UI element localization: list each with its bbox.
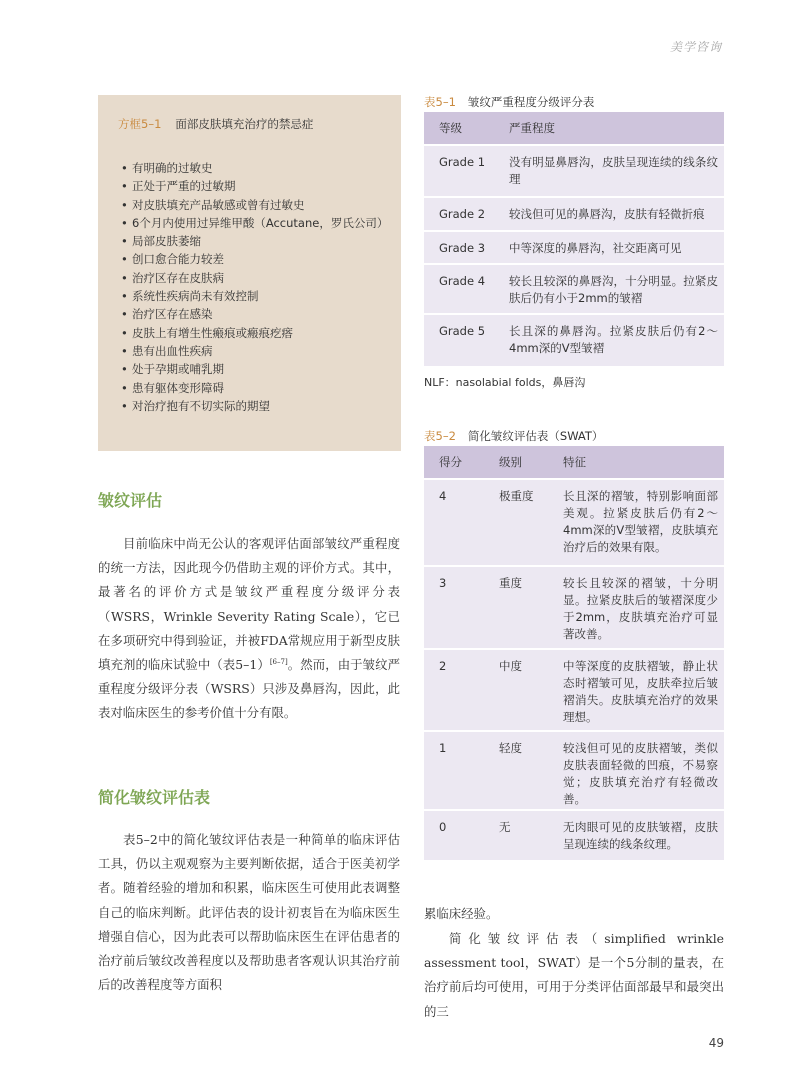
table-row	[424, 264, 724, 314]
table-row	[424, 566, 724, 649]
score-cell: 0	[424, 810, 487, 860]
list-item: • 有明确的过敏史	[118, 159, 385, 177]
section-heading-swat: 简化皱纹评估表	[98, 788, 211, 807]
severity-cell: 长且深的鼻唇沟。拉紧皮肤后仍有2～4mm深的V型皱褶	[497, 314, 724, 366]
table-5-2-caption	[424, 428, 603, 444]
grade-cell: Grade 1	[424, 145, 497, 197]
list-item: • 对治疗抱有不切实际的期望	[118, 397, 385, 415]
grade-cell: Grade 4	[424, 264, 497, 314]
level-cell: 中度	[487, 649, 551, 731]
table-row	[424, 731, 724, 810]
table-row	[424, 197, 724, 231]
table-title: 皱纹严重程度分级评分表	[467, 95, 595, 109]
box-title-text: 面部皮肤填充治疗的禁忌症	[175, 117, 314, 131]
score-cell: 4	[424, 479, 487, 566]
list-item: • 皮肤上有增生性瘢痕或瘢痕疙瘩	[118, 324, 385, 342]
paragraph-text: 。然而，由于皱纹严重程度分级评分表（WSRS）只涉及鼻唇沟，因此，此表对临床医生的参考价值十分有限。	[98, 657, 401, 721]
running-header: 美学咨询	[669, 40, 722, 54]
list-item: • 治疗区存在皮肤病	[118, 269, 385, 287]
swat-paragraph-2: 简化皱纹评估表（simplified wrinkle assessment tool，SWAT）是一个5分制的量表，在治疗前后均可使用，可用于分类评估面部最早和最突出的三	[424, 931, 724, 1019]
table-label: 表5–2	[424, 429, 456, 443]
table-row	[424, 314, 724, 366]
list-item: • 局部皮肤萎缩	[118, 232, 385, 250]
table-title: 简化皱纹评估表（SWAT）	[467, 429, 604, 443]
list-item: • 患有躯体变形障碍	[118, 379, 385, 397]
swat-table	[424, 446, 724, 860]
paragraph-text: 目前临床中尚无公认的客观评估面部皱纹严重程度的统一方法，因此现今仍借助主观的评价方式。其中，最著名的评价方式是皱纹严重程度分级评分表（WSRS，Wrinkle Severity Rating Scale），它已在多项研究中得到验证，并被FDA常规应用于新型皮肤填充剂的临床试验中（表5–1）	[98, 536, 400, 673]
table-header-row	[424, 446, 724, 479]
grade-cell: Grade 2	[424, 197, 497, 231]
severity-cell: 较长且较深的鼻唇沟，十分明显。拉紧皮肤后仍有小于2mm的皱褶	[497, 264, 724, 314]
swat-paragraph-1: 表5–2中的简化皱纹评估表是一种简单的临床评估工具，仍以主观观察为主要判断依据，适合于医美初学者。随着经验的增加和积累，临床医生可使用此表调整自己的临床判断。此评估表的设计初衷旨在为临床医生增强自信心，因为此表可以帮助临床医生在评估患者的治疗前后皱纹改善程度以及帮助患者客观认识其治疗前后的改善程度等方面积	[98, 832, 400, 993]
table-row	[424, 145, 724, 197]
level-cell: 极重度	[487, 479, 551, 566]
box-title	[118, 116, 385, 132]
contraindications-box	[98, 95, 401, 451]
level-cell: 无	[487, 810, 551, 860]
list-item: • 正处于严重的过敏期	[118, 177, 385, 195]
feature-cell: 较长且较深的褶皱，十分明显。拉紧皮肤后的皱褶深度少于2mm，皮肤填充治疗可显著改善。	[551, 566, 724, 649]
page-number: 49	[708, 1036, 724, 1050]
feature-cell: 无肉眼可见的皮肤皱褶，皮肤呈现连续的线条纹理。	[551, 810, 724, 860]
severity-cell: 较浅但可见的鼻唇沟，皮肤有轻微折痕	[497, 197, 724, 231]
table-row	[424, 231, 724, 264]
table-row	[424, 810, 724, 860]
list-item: • 处于孕期或哺乳期	[118, 360, 385, 378]
score-cell: 3	[424, 566, 487, 649]
score-cell: 1	[424, 731, 487, 810]
feature-cell: 中等深度的皮肤褶皱，静止状态时褶皱可见，皮肤牵拉后皱褶消失。皮肤填充治疗的效果理想。	[551, 649, 724, 731]
severity-cell: 中等深度的鼻唇沟，社交距离可见	[497, 231, 724, 264]
section-heading-wrinkle-assessment: 皱纹评估	[98, 491, 163, 510]
column-header: 特征	[551, 446, 724, 479]
column-header: 严重程度	[497, 112, 724, 145]
list-item: • 创口愈合能力较差	[118, 250, 385, 268]
list-item: • 对皮肤填充产品敏感或曾有过敏史	[118, 196, 385, 214]
wrinkle-assessment-paragraph	[98, 532, 400, 726]
column-header: 等级	[424, 112, 497, 145]
table-note: NLF：nasolabial folds，鼻唇沟	[424, 376, 586, 389]
level-cell: 重度	[487, 566, 551, 649]
list-item: • 系统性疾病尚未有效控制	[118, 287, 385, 305]
list-item: • 治疗区存在感染	[118, 305, 385, 323]
wsrs-table	[424, 112, 724, 366]
feature-cell: 长且深的褶皱，特别影响面部美观。拉紧皮肤后仍有2～4mm深的V型皱褶，皮肤填充治疗后的效果有限。	[551, 479, 724, 566]
table-row	[424, 479, 724, 566]
list-item: • 患有出血性疾病	[118, 342, 385, 360]
citation: [6–7]	[269, 657, 288, 666]
level-cell: 轻度	[487, 731, 551, 810]
score-cell: 2	[424, 649, 487, 731]
table-5-1-caption	[424, 94, 594, 110]
grade-cell: Grade 3	[424, 231, 497, 264]
grade-cell: Grade 5	[424, 314, 497, 366]
table-label: 表5–1	[424, 95, 456, 109]
table-header-row	[424, 112, 724, 145]
swat-paragraph-continuation: 累临床经验。	[424, 906, 499, 921]
severity-cell: 没有明显鼻唇沟，皮肤呈现连续的线条纹理	[497, 145, 724, 197]
table-row	[424, 649, 724, 731]
feature-cell: 较浅但可见的皮肤褶皱，类似皮肤表面轻微的凹痕，不易察觉；皮肤填充治疗有轻微改善。	[551, 731, 724, 810]
column-header: 级别	[487, 446, 551, 479]
box-label: 方框5–1	[118, 117, 162, 131]
contraindication-list	[118, 159, 389, 415]
column-header: 得分	[424, 446, 487, 479]
list-item: • 6个月内使用过异维甲酸（Accutane，罗氏公司）	[118, 214, 385, 232]
